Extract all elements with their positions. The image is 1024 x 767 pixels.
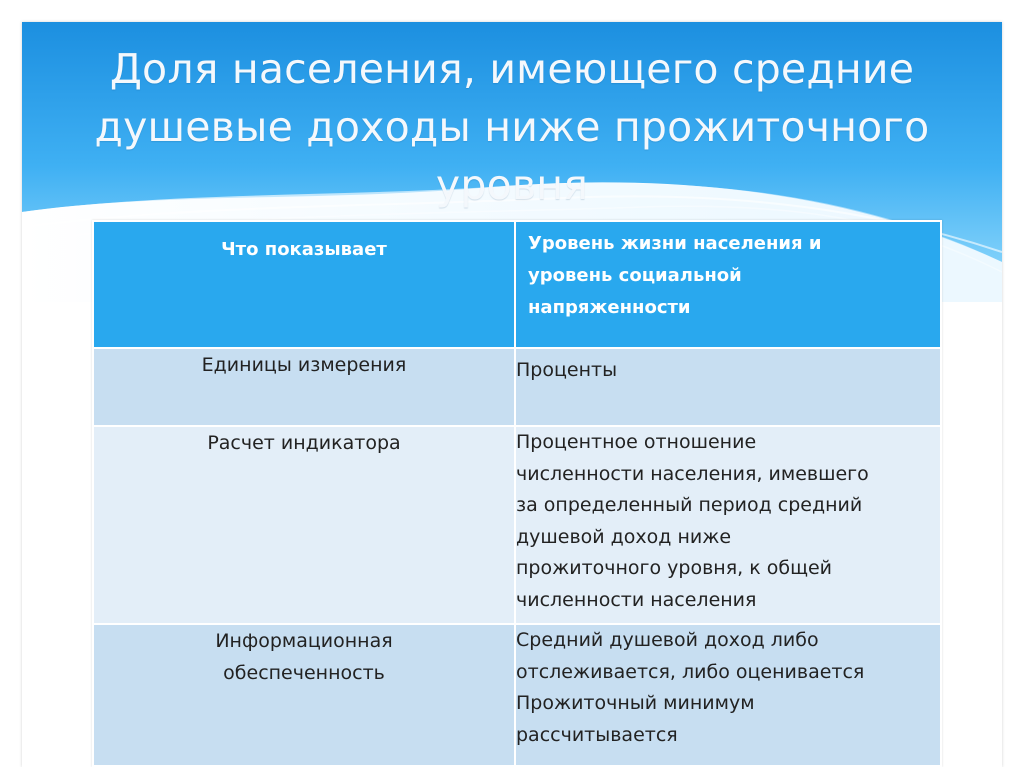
- row-value-line: прожиточного уровня, к общей: [516, 557, 833, 579]
- row-value-line: Средний душевой доход либо: [516, 629, 819, 651]
- row-label: Единицы измерения: [201, 354, 407, 376]
- row-value-line: душевой доход ниже: [516, 525, 732, 548]
- slide: [22, 22, 1002, 767]
- header-cell-right: [515, 221, 941, 348]
- header-cell-left: [93, 221, 515, 348]
- row-value-line: Прожиточный минимум: [516, 692, 755, 714]
- row-label-cell: [93, 426, 515, 624]
- title-line: душевые доходы ниже прожиточного: [94, 103, 930, 151]
- row-value-line: численности населения: [516, 588, 757, 611]
- header-left-label: Что показывает: [221, 239, 387, 260]
- table-row: [93, 348, 941, 426]
- table-header-row: [93, 221, 941, 348]
- indicator-table: [92, 220, 942, 767]
- slide-title: [52, 40, 972, 214]
- header-right-line: Уровень жизни населения и: [528, 233, 822, 254]
- row-value-cell: [515, 426, 941, 624]
- header-right-line: напряженности: [528, 297, 691, 318]
- row-label: Расчет индикатора: [207, 432, 401, 454]
- table-row: [93, 426, 941, 624]
- row-label-cell: [93, 624, 515, 766]
- table-row: [93, 624, 941, 766]
- header-right-line: уровень социальной: [528, 265, 742, 286]
- row-value-line: за определенный период средний: [516, 494, 863, 516]
- row-value-cell: [515, 624, 941, 766]
- row-value-line: Процентное отношение: [516, 431, 757, 453]
- row-value-cell: [515, 348, 941, 426]
- title-line: уровня: [435, 161, 589, 209]
- row-value-line: Проценты: [516, 359, 618, 381]
- row-label-cell: [93, 348, 515, 426]
- title-line: Доля населения, имеющего средние: [109, 45, 915, 93]
- row-value-line: численности населения, имевшего: [516, 462, 869, 485]
- row-value-line: рассчитывается: [516, 723, 678, 746]
- row-label: обеспеченность: [223, 662, 385, 684]
- row-label: Информационная: [215, 630, 393, 652]
- row-value-line: отслеживается, либо оценивается: [516, 660, 865, 683]
